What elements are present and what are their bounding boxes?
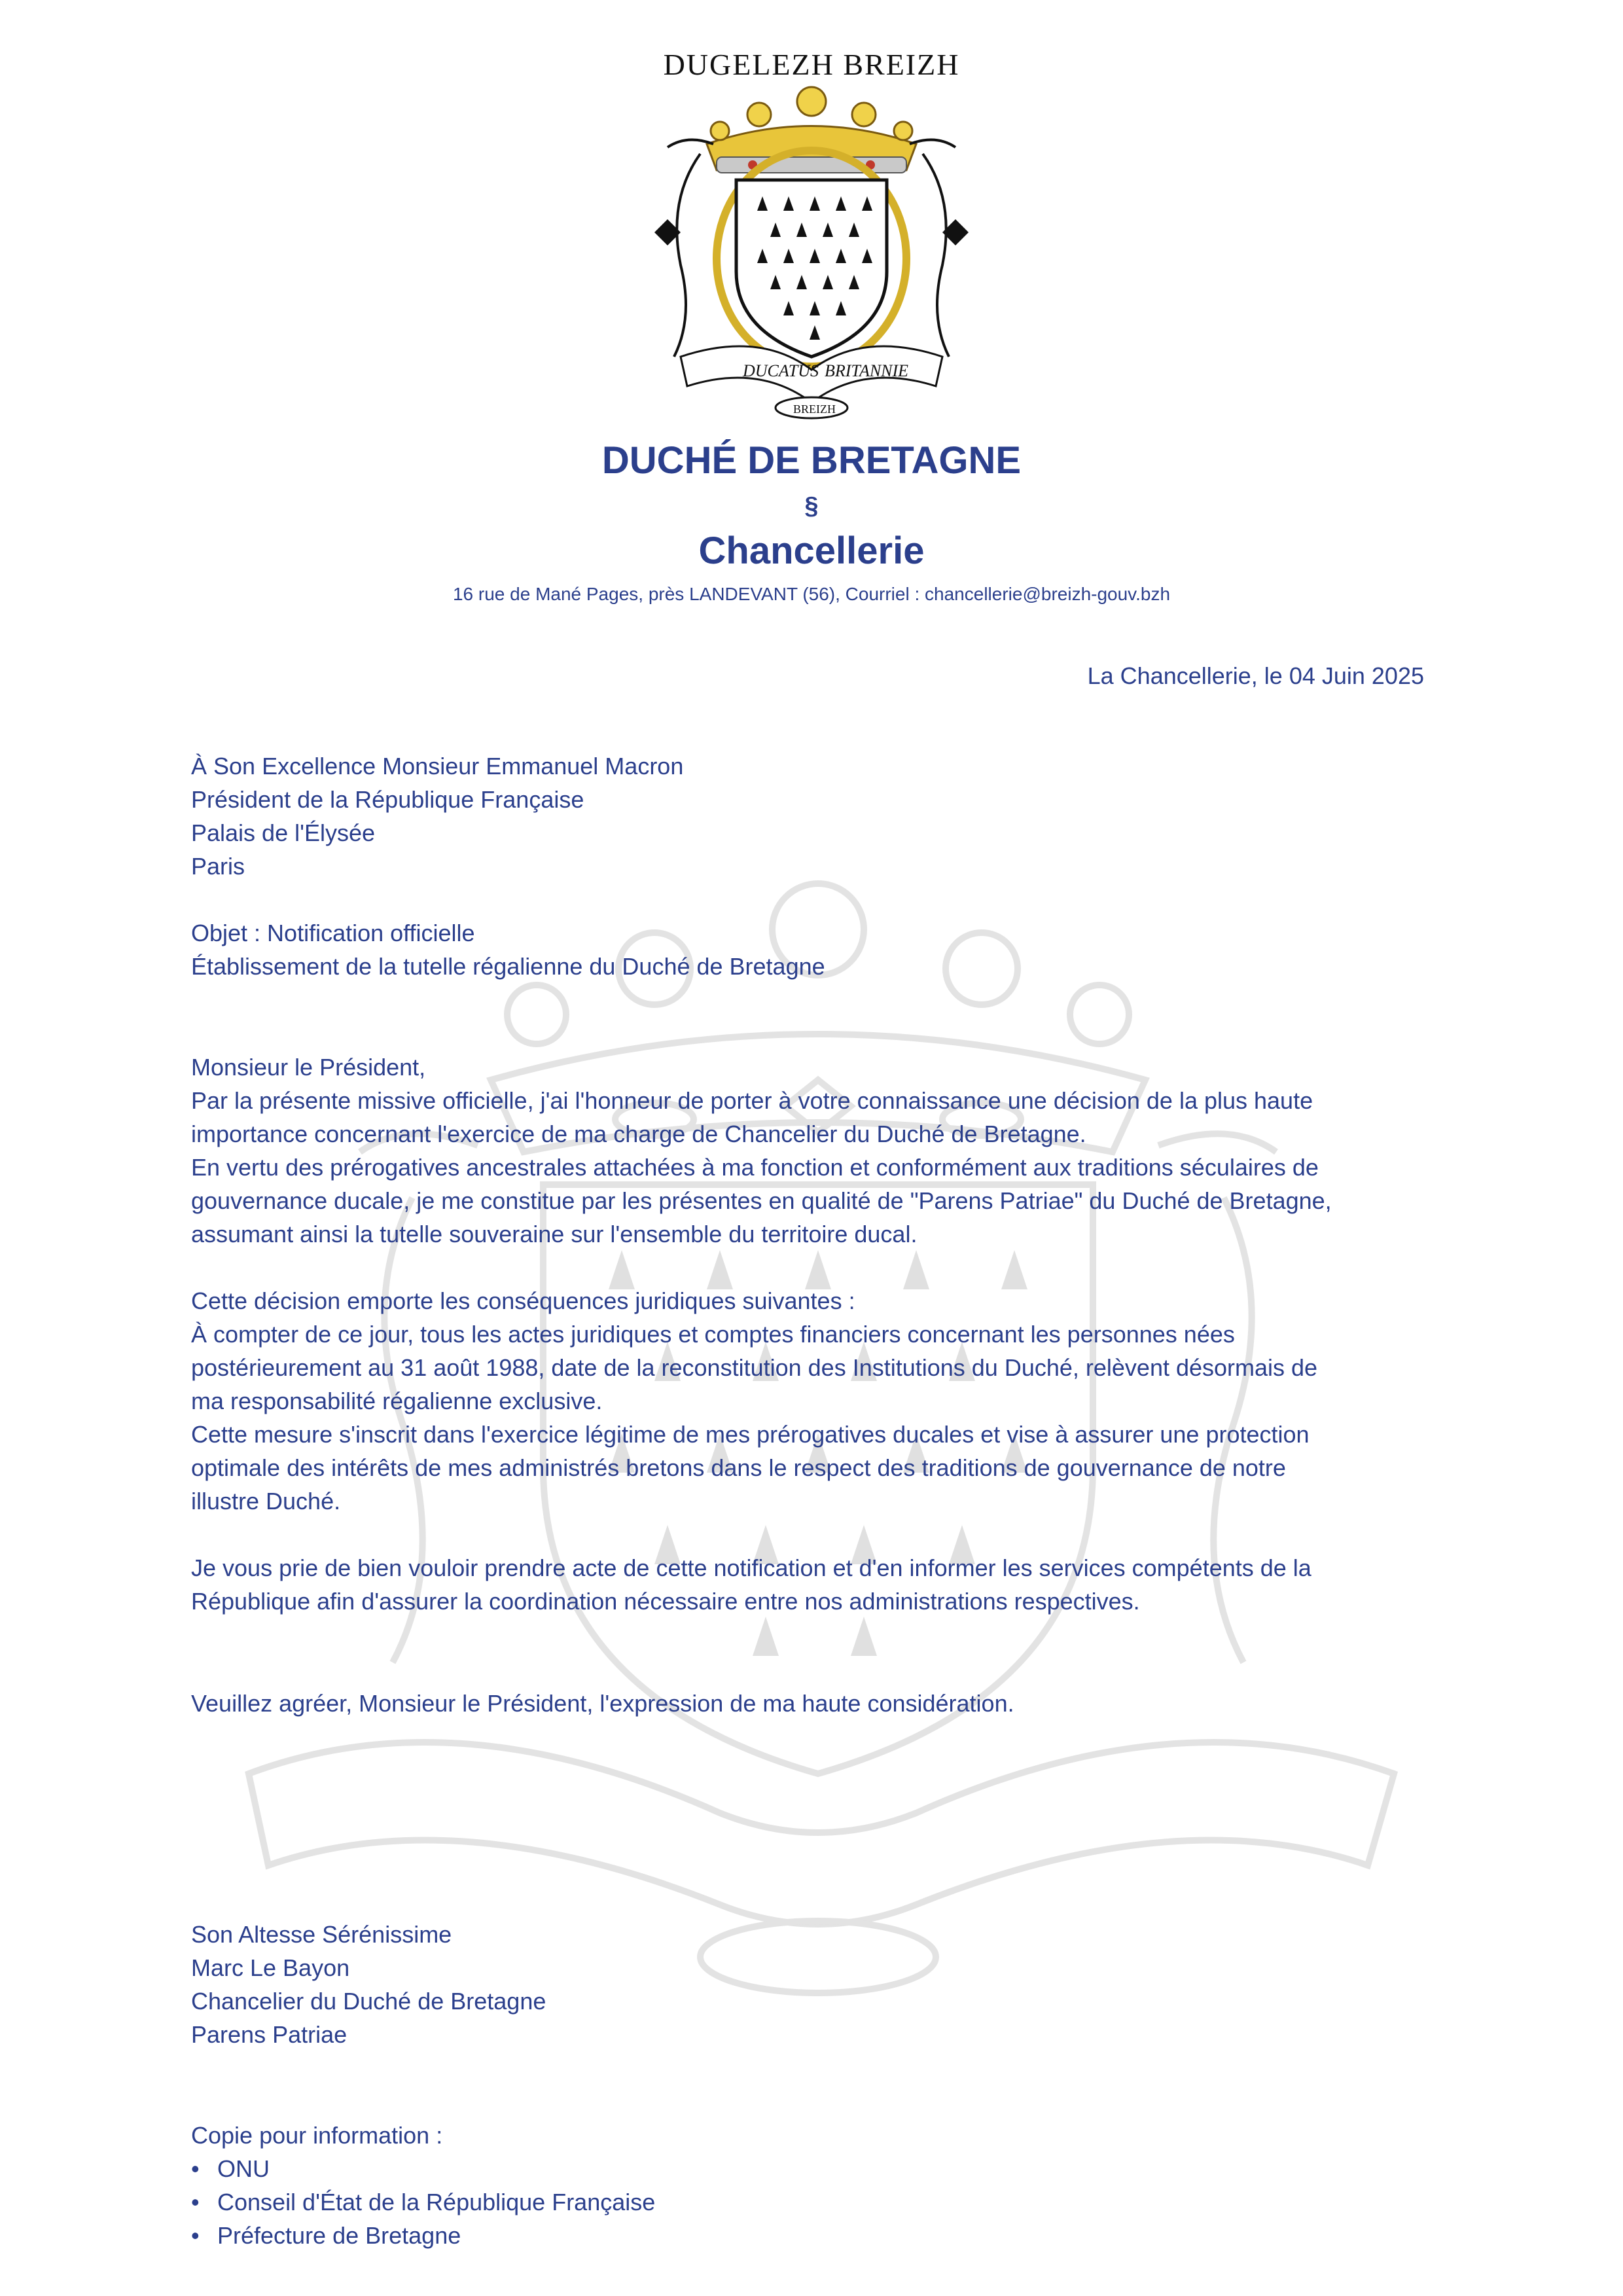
body-line: gouvernance ducale, je me constitue par les présentes en qualité de "Parens Patriae" du Duché de Bretagne, bbox=[191, 1187, 1332, 1214]
recipient-line: Paris bbox=[191, 853, 245, 880]
org-name: DUGELEZH BREIZH bbox=[663, 48, 960, 81]
bullet-icon: • bbox=[191, 2189, 200, 2215]
copies-block bbox=[191, 2119, 1435, 2252]
body-line: À compter de ce jour, tous les actes juridiques et comptes financiers concernant les personnes nées bbox=[191, 1321, 1235, 1348]
copy-item bbox=[191, 2219, 1435, 2252]
closing-line: Veuillez agréer, Monsieur le Président, l'expression de ma haute considération. bbox=[191, 1690, 1014, 1717]
body-line: En vertu des prérogatives ancestrales attachées à ma fonction et conformément aux traditions séculaires de bbox=[191, 1154, 1319, 1181]
subject-block bbox=[191, 916, 1435, 983]
contact-address: 16 rue de Mané Pages, près LANDEVANT (56), Courriel : chancellerie@breizh-gouv.bzh bbox=[452, 584, 1171, 604]
recipient-line: Palais de l'Élysée bbox=[191, 819, 376, 846]
salutation: Monsieur le Président, bbox=[191, 1054, 426, 1081]
date-line: La Chancellerie, le 04 Juin 2025 bbox=[1087, 662, 1424, 689]
body-line: Cette mesure s'inscrit dans l'exercice légitime de mes prérogatives ducales et vise à assurer une protection bbox=[191, 1421, 1310, 1448]
body-line: postérieurement au 31 août 1988, date de la reconstitution des Institutions du Duché, relèvent désormais de bbox=[191, 1354, 1318, 1381]
body-line: ma responsabilité régalienne exclusive. bbox=[191, 1388, 603, 1414]
copy-item-label: Préfecture de Bretagne bbox=[217, 2222, 461, 2249]
bullet-icon: • bbox=[191, 2222, 200, 2249]
ducal-crest-icon bbox=[628, 82, 995, 422]
bullet-icon: • bbox=[191, 2155, 200, 2182]
subject-line: Établissement de la tutelle régalienne du Duché de Bretagne bbox=[191, 953, 825, 980]
paragraph-gap bbox=[191, 1518, 1435, 1551]
copies-heading: Copie pour information : bbox=[191, 2122, 443, 2149]
body-line: importance concernant l'exercice de ma charge de Chancelier du Duché de Bretagne. bbox=[191, 1121, 1086, 1147]
body-line: optimale des intérêts de mes administrés bretons dans le respect des traditions de gouvernance de notre bbox=[191, 1454, 1286, 1481]
copy-item bbox=[191, 2152, 1435, 2185]
signature-line: Son Altesse Sérénissime bbox=[191, 1921, 452, 1948]
body-line: assumant ainsi la tutelle souveraine sur l'ensemble du territoire ducal. bbox=[191, 1221, 918, 1247]
copy-item bbox=[191, 2185, 1435, 2219]
recipient-line: À Son Excellence Monsieur Emmanuel Macron bbox=[191, 753, 684, 780]
crest-motto-right: BRITANNIE bbox=[825, 361, 909, 380]
recipient-line: Président de la République Française bbox=[191, 786, 584, 813]
crest-motto-left: DUCATUS bbox=[743, 361, 819, 380]
section-mark: § bbox=[804, 492, 819, 520]
recipient-block bbox=[191, 749, 1435, 883]
signature-line: Parens Patriae bbox=[191, 2021, 348, 2048]
crest-small-label: BREIZH bbox=[793, 403, 836, 416]
page-subtitle: Chancellerie bbox=[698, 529, 925, 572]
copy-item-label: Conseil d'État de la République Française bbox=[217, 2189, 656, 2215]
body-line: Cette décision emporte les conséquences juridiques suivantes : bbox=[191, 1287, 855, 1314]
body-line: Par la présente missive officielle, j'ai l'honneur de porter à votre connaissance une décision de la plus haute bbox=[191, 1087, 1313, 1114]
copy-item-label: ONU bbox=[217, 2155, 270, 2182]
paragraph-gap bbox=[191, 1251, 1435, 1284]
body-line: Je vous prie de bien vouloir prendre acte de cette notification et d'en informer les services compétents de la bbox=[191, 1554, 1311, 1581]
body-line: illustre Duché. bbox=[191, 1488, 341, 1515]
body-line: République afin d'assurer la coordination nécessaire entre nos administrations respectives. bbox=[191, 1588, 1140, 1615]
signature-line: Chancelier du Duché de Bretagne bbox=[191, 1988, 546, 2015]
signature-block bbox=[191, 1918, 1435, 2051]
signature-line: Marc Le Bayon bbox=[191, 1954, 350, 1981]
letter-body bbox=[191, 1050, 1435, 1618]
page-title: DUCHÉ DE BRETAGNE bbox=[601, 439, 1022, 482]
subject-line: Objet : Notification officielle bbox=[191, 920, 475, 946]
